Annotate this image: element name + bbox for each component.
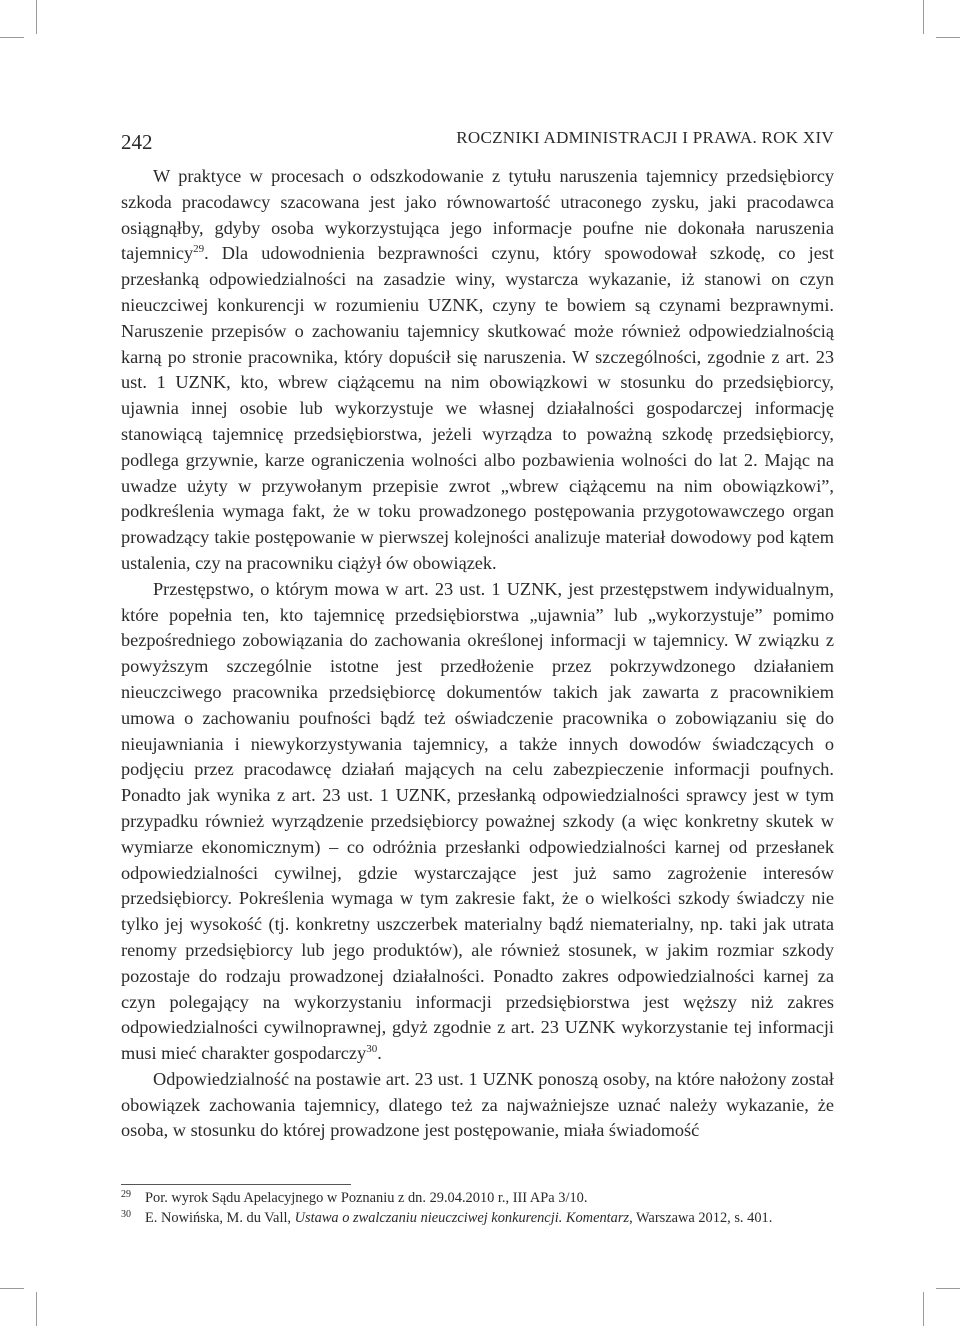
paragraph <box>121 1067 834 1144</box>
footnote-ref[interactable]: 30 <box>366 1043 378 1055</box>
footnote-book-title: Ustawa o zwalczaniu nieuczciwej konkurencji. Komentarz <box>294 1210 630 1226</box>
crop-mark <box>936 37 960 38</box>
footnote-authors: E. Nowińska, M. du Vall, <box>145 1210 295 1226</box>
crop-mark <box>0 1288 24 1289</box>
footnote-publication: , Warszawa 2012, s. 401. <box>629 1210 773 1226</box>
paragraph-text: . Dla udowodnienia bezprawności czynu, który spowodował szkodę, co jest przesłanką odpowiedzialności na zasadzie winy, wystarcza wykazanie, iż stanowi on czyn nieuczciwej konkurencji w rozumieniu UZNK, czyny te bowiem są czynami bezprawnymi. Naruszenie przepisów o zachowaniu tajemnicy skutkować może również odpowiedzialnością karną po stronie pracownika, który dopuścił się naruszenia. W szczególności, zgodnie z art. 23 ust. 1 UZNK, kto, wbrew ciążącemu na nim obowiązkowi w stosunku do przedsiębiorcy, ujawnia innej osobie lub wykorzystuje we własnej działalności gospodarczej informację stanowiącą tajemnicę przedsiębiorstwa, jeżeli wyrządza to poważną szkodę przedsiębiorcy, podlega grzywnie, karze ograniczenia wolności albo pozbawienia wolności do lat 2. Mając na uwadze użyty w przywołanym przepisie zwrot „wbrew ciążącemu na nim obowiązkowi”, podkreślenia wymaga fakt, że w toku prowadzonego postępowania przygotowawczego organ prowadzący takie postępowanie w pierwszej kolejności analizuje materiał dowodowy pod kątem ustalenia, czy na pracowniku ciążył ów obowiązek. <box>121 243 834 573</box>
crop-mark <box>36 0 37 34</box>
body-text <box>121 164 834 1144</box>
footnote-number: 29 <box>121 1189 131 1200</box>
footnote <box>121 1188 834 1208</box>
crop-mark <box>36 1292 37 1326</box>
paragraph-text: Odpowiedzialność na postawie art. 23 ust. 1 UZNK ponoszą osoby, na które nałożony został obowiązek zachowania tajemnicy, dlatego też za najważniejsze uznać należy wykazanie, że osoba, w stosunku do której prowadzone jest postępowanie, miała świadomość <box>121 1068 834 1141</box>
paragraph-text: . <box>377 1043 382 1064</box>
crop-mark <box>923 0 924 34</box>
paragraph-text: W praktyce w procesach o odszkodowanie z tytułu naruszenia tajemnicy przedsiębiorcy szkoda pracodawcy szacowana jest jako równowartość utraconego zysku, jaki pracodawca osiągnąłby, gdyby osoba wykorzystująca jego informacje poufne nie dokonała naruszenia tajemnicy <box>121 166 834 264</box>
running-title: ROCZNIKI ADMINISTRACJI I PRAWA. ROK XIV <box>456 128 834 147</box>
crop-mark <box>0 37 24 38</box>
footnote-rule <box>121 1184 351 1185</box>
paragraph-text: Przestępstwo, o którym mowa w art. 23 ust. 1 UZNK, jest przestępstwem indywidualnym, które popełnia ten, kto tajemnicę przedsiębiorstwa „ujawnia” lub „wykorzystuje” pomimo bezpośredniego zobowiązania do zachowania określonej informacji w tajemnicy. W związku z powyższym szczególnie istotne jest przedłożenie przez pokrzywdzonego działaniem nieuczciwego pracownika przedsiębiorcę dokumentów takich jak zawarta z pracownikiem umowa o zachowaniu poufności bądź też oświadczenie pracownika o zobowiązaniu się do nieujawniania i niewykorzystywania tajemnicy, a także innych dowodów świadczących o podjęciu przez pracodawcę działań mających na celu zabezpieczenie informacji poufnych. Ponadto jak wynika z art. 23 ust. 1 UZNK, przesłanką odpowiedzialności sprawcy jest w tym przypadku również wyrządzenie przedsiębiorcy poważnej szkody (a więc konkretny skutek w wymiarze ekonomicznym) – co odróżnia przesłanki odpowiedzialności karnej od przesłanek odpowiedzialności cywilnej, gdzie wystarczające jest już samo zagrożenie interesów przedsiębiorcy. Pokreślenia wymaga w tym zakresie fakt, że o wielkości szkody świadczy nie tylko jej wysokość (tj. konkretny uszczerbek materialny bądź niematerialny, np. taki jak utrata renomy przedsiębiorcy lub jego produktów), ale również stosunek, w jakim rozmiar szkody pozostaje do rodzaju prowadzonej działalności. Ponadto zakres odpowiedzialności karnej za czyn polegający na wykorzystaniu informacji przedsiębiorstwa jest węższy niż zakres odpowiedzialności cywilnoprawnej, gdyż zgodnie z art. 23 UZNK wykorzystanie tej informacji musi mieć charakter gospodarczy <box>121 578 834 1064</box>
crop-mark <box>936 1288 960 1289</box>
paragraph <box>121 164 834 577</box>
footnote <box>121 1208 834 1228</box>
crop-mark <box>923 1292 924 1326</box>
paragraph <box>121 577 834 1067</box>
footnotes <box>121 1188 834 1228</box>
page-number: 242 <box>121 130 153 154</box>
footnote-text <box>145 1208 834 1228</box>
footnote-ref[interactable]: 29 <box>193 243 205 256</box>
footnote-number: 30 <box>121 1209 131 1220</box>
footnote-text: Por. wyrok Sądu Apelacyjnego w Poznaniu z dn. 29.04.2010 r., III APa 3/10. <box>145 1190 588 1206</box>
page-header <box>121 126 834 160</box>
